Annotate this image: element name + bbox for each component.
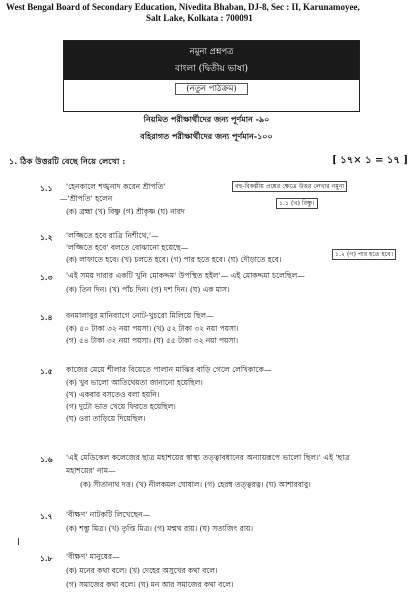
question-number: ১.৬ xyxy=(40,455,53,464)
question-options: (ক) শম্ভু মিত্র। (খ) তৃপ্তি মিত্র। (গ) মন্মথ রায়। (ঘ) সত্যজিৎ রায়। xyxy=(66,524,254,533)
question-text: 'বীক্ষণ' মানুষের— xyxy=(66,552,120,561)
question-text: 'হেনকালে শঙ্খনাদ করেন শ্রীপতি' xyxy=(66,182,166,191)
question-options: (ক) সীতানাথ দত্ত। (খ) নীলকমল ঘোষাল। (গ) হেরম্ব তত্ত্বরত্ন। (ঘ) আশারবাবু। xyxy=(80,480,311,489)
syllabus-label xyxy=(64,82,359,96)
board-address-line2: Salt Lake, Kolkata : 700091 xyxy=(146,13,253,23)
question-options: (ক) মনের কথা বলে। (খ) দেহের অসুখের কথা বলে। xyxy=(66,566,218,575)
question-options: (গ) সমাজের কথা বলে। (ঘ) মন আর সমাজের কথা বলে। xyxy=(66,580,234,589)
section-heading: ১. ঠিক উত্তরটি বেছে নিয়ে লেখো : xyxy=(9,156,126,166)
question-options: (ঘ) ওরা তাড়িয়ে দিয়েছিল। xyxy=(66,414,146,423)
question-text: 'এই সময় দারার একটি খুনি মোকদ্দম' উপস্থিত হইল'— এই মোকদ্দমা চলেছিল— xyxy=(66,271,305,280)
paper-type: নমুনা প্রশ্নপত্র xyxy=(189,47,234,57)
question-options: (ক) লাফাতে হবে। (খ) চলতে হবে। (গ) পার হতে হবে। (ঘ) দৌড়াতে হবে। xyxy=(66,255,282,264)
full-marks-regular: নিয়মিত পরীক্ষার্থীদের জন্য পূর্ণমান -৯০ xyxy=(143,114,270,124)
section-marks: [ ১৭× ১ = ১৭ ] xyxy=(332,155,409,166)
question-text: 'বীক্ষণ' নাটকটি লিখেছেন— xyxy=(66,510,151,519)
question-number: ১.৭ xyxy=(40,512,53,521)
question-options: (ক) খুব ভালো আতিথেয়তা জানানো হয়েছিল। xyxy=(66,378,203,387)
question-text: বনমালাবুর মানিব্যাগে নোট-খুচরো মিলিয়ে ছিল— xyxy=(66,311,214,320)
question-text: কাজের মেয়ে শীলার বিয়েতে পালান মাঝির বাড়ি গেলে লেখিকাকে— xyxy=(66,365,272,374)
title-box xyxy=(63,40,360,112)
syllabus-text: (নতুন পাঠক্রম) xyxy=(175,83,247,95)
question-text: 'লজ্জিতে হবে' বলতে বোঝানো হয়েছে— xyxy=(66,243,189,252)
question-text: 'লজ্জিতে হবে রাত্রি নিশীথে,'— xyxy=(66,231,159,240)
question-options: (খ) একবার বসতেও বলা হয়নি। xyxy=(66,390,160,399)
margin-mark xyxy=(18,538,19,545)
question-text: —'শ্রীপতি' হলেন xyxy=(60,194,113,203)
question-options: (গ) ৫৪ টাকা ৩২ নয়া পয়সা। (ঘ) ৫৫ টাকা ৩২ নয়া পয়সা। xyxy=(66,336,239,345)
question-number: ১.৮ xyxy=(40,554,53,563)
question-number: ১.২ xyxy=(40,233,53,242)
subject-title: বাংলা (দ্বিতীয় ভাষা) xyxy=(175,64,248,74)
full-marks-external: বহিরাগত পরীক্ষার্থীদের জন্য পূর্ণমান-১০০ xyxy=(140,131,273,141)
question-number: ১.৪ xyxy=(40,313,53,322)
sample-answer-2: ১.২ (গ) পার হতে হবে। xyxy=(332,249,396,260)
question-options: (ক) ব্রহ্মা (খ) বিষ্ণু (গ) শ্রীকৃষ্ণ (ঘ) নারদ xyxy=(66,207,185,216)
question-options: (ক) ৫০ টাকা ৩২ নয়া পয়সা। (খ) ৫২ টাকা ৩২ নয়া পয়সা। xyxy=(66,324,239,333)
question-options: (গ) দুটো ভাত খেয়ে ফিরতে হয়েছিল। xyxy=(66,402,176,411)
question-number: ১.৫ xyxy=(40,367,53,376)
question-number: ১.৩ xyxy=(40,273,53,282)
sample-answer-1: ১.১ (খ) বিষ্ণু। xyxy=(276,198,318,209)
question-options: (ক) তিন দিন। (খ) পাঁচ দিন। (গ) দশ দিন। (ঘ) এক মাস। xyxy=(66,285,230,294)
title-band xyxy=(64,41,359,80)
question-text: 'এই মেডিকেল কলেজের ছাত্র মহাশয়ের স্বাস্থ্য তত্ত্বাবধানের অন্যায়রূপে ভালো ছিল।' এই 'ছাত্র xyxy=(66,453,350,462)
board-address-line1: West Bengal Board of Secondary Education, Nivedita Bhaban, DJ-8, Sec : II, Karunamoyee, xyxy=(6,2,360,12)
question-number: ১.১ xyxy=(40,184,53,193)
answer-format-note: বহু-বিকল্পীয় প্রশ্নের ক্ষেত্রে উত্তর লেখার নমুনা xyxy=(232,181,347,192)
question-text: মহাশয়ের' নাম— xyxy=(66,466,116,475)
